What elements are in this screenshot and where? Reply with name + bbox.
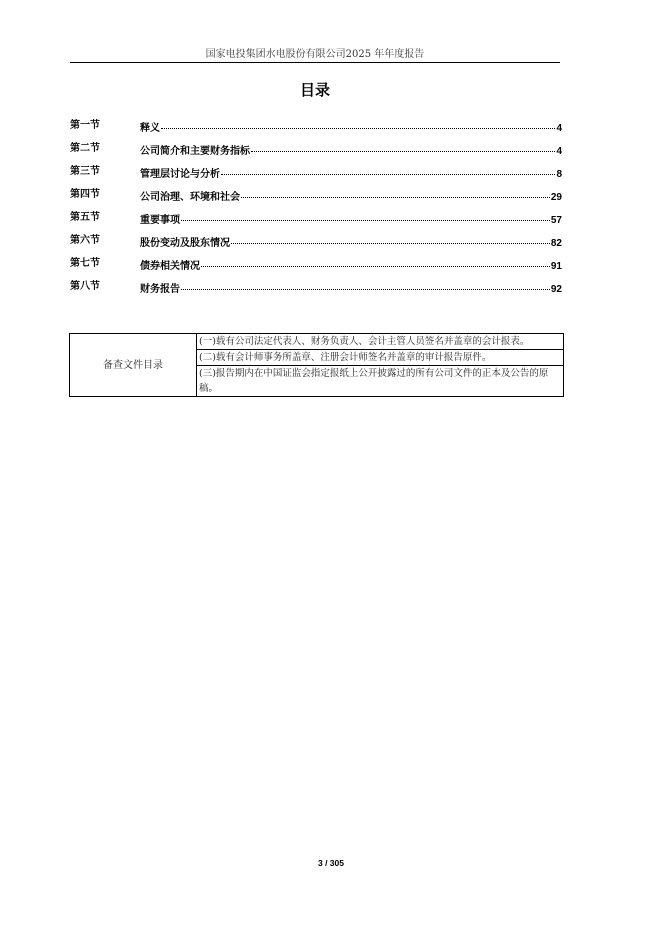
toc-section-title: 债券相关情况 [140, 261, 200, 272]
toc-leader-dots [241, 185, 550, 198]
toc-entry[interactable] [70, 187, 562, 203]
toc-page-number: 91 [550, 261, 562, 272]
reference-document-item: (二)载有会计师事务所盖章、注册会计师签名并盖章的审计报告原件。 [197, 350, 564, 366]
toc-entry[interactable] [70, 256, 562, 272]
toc-page-number: 82 [550, 238, 562, 249]
table-row [70, 334, 564, 350]
toc-entry[interactable] [70, 164, 562, 180]
toc-leader-dots [221, 162, 555, 175]
toc-entry[interactable] [70, 279, 562, 295]
toc-section-title: 管理层讨论与分析 [140, 169, 220, 180]
toc-section-number: 第五节 [70, 212, 100, 223]
toc-page-number: 92 [550, 284, 562, 295]
toc-section-number: 第二节 [70, 143, 100, 154]
toc-section-number: 第七节 [70, 258, 100, 269]
toc-entry[interactable] [70, 118, 562, 134]
toc-section-number: 第一节 [70, 120, 100, 131]
page-header: 国家电投集团水电股份有限公司2025 年年度报告 [205, 49, 425, 60]
toc-leader-dots [201, 254, 550, 267]
toc-entry[interactable] [70, 233, 562, 249]
toc-section-title: 公司治理、环境和社会 [140, 192, 240, 203]
reference-documents-label: 备查文件目录 [70, 334, 197, 397]
toc-leader-dots [251, 139, 555, 152]
toc-page-number: 4 [556, 146, 562, 157]
toc-section-title: 重要事项 [140, 215, 180, 226]
toc-section-title: 释义 [140, 123, 160, 134]
reference-document-item: (一)载有公司法定代表人、财务负责人、会计主管人员签名并盖章的会计报表。 [197, 334, 564, 350]
toc-section-number: 第四节 [70, 189, 100, 200]
header-divider [70, 62, 560, 63]
toc-leader-dots [161, 116, 555, 129]
toc-page-number: 57 [550, 215, 562, 226]
reference-document-item: (三)报告期内在中国证监会指定报纸上公开披露过的所有公司文件的正本及公告的原稿。 [197, 366, 564, 397]
toc-page-number: 8 [556, 169, 562, 180]
toc-entry[interactable] [70, 141, 562, 157]
toc-leader-dots [231, 231, 550, 244]
toc-page-number: 4 [556, 123, 562, 134]
toc-leader-dots [181, 277, 550, 290]
toc-page-number: 29 [550, 192, 562, 203]
page-title: 目录 [299, 81, 330, 99]
toc-section-title: 财务报告 [140, 284, 180, 295]
toc-section-title: 股份变动及股东情况 [140, 238, 230, 249]
toc-section-number: 第三节 [70, 166, 100, 177]
toc-section-title: 公司简介和主要财务指标 [140, 146, 250, 157]
toc-leader-dots [181, 208, 550, 221]
toc-section-number: 第六节 [70, 235, 100, 246]
page-number-footer: 3 / 305 [318, 858, 344, 868]
reference-documents-table [69, 333, 564, 397]
toc-entry[interactable] [70, 210, 562, 226]
toc-section-number: 第八节 [70, 281, 100, 292]
